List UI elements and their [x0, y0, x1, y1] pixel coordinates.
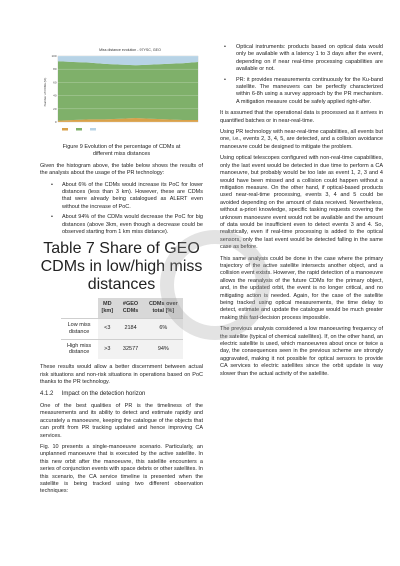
table-header-cell: #GEO CDMs: [117, 298, 144, 318]
results-list: [40, 182, 203, 237]
chart-y-tick-label: 0: [54, 120, 57, 124]
paragraph: One of the best qualities of PR is the timeliness of the measurements and its ability to detect and estimate rapidly and accurately a manoeuvre, keeping the catalogue of the objects that can profit from PR tracking updated and hence improving CA services.: [40, 402, 203, 439]
figure-caption-line1: Figure 9 Evolution of the percentage of CDMs at: [62, 144, 181, 150]
techniques-list: [220, 44, 383, 106]
chart-y-tick-label: 40: [53, 93, 57, 98]
table-cell: 94%: [144, 339, 182, 359]
table-cell: 2184: [117, 319, 144, 340]
section-title: Impact on the detection horizon: [61, 391, 146, 398]
paragraph: Fig. 10 presents a single-manoeuvre scenario. Particularly, an unplanned manoeuvre that is executed by the active satellite. In this new orbit after the manoeuvre, this satellite encounters a series of conjunction events with space debris or other satellites. In this scenario, the CA service timeline is presented when the satellite is being tracked using two different observation techniques:: [40, 443, 203, 495]
paragraph: It is assumed that the operational data is processed as it arrives in quantified batches or in near-real-time.: [220, 110, 383, 124]
table-cell: 6%: [144, 319, 182, 340]
table-row: [61, 319, 183, 340]
left-column: [40, 44, 203, 500]
paragraph: This same analysis could be done in the case where the primary trajectory of the active satellite intersects another object, and a collision event exists. However, the rapid detection of a manoeuvre allows the reanalysis of the future CDMs for the primary object, and, in the updated orbit, the event is no longer critical, and no mitigating action is needed. Again, for the case of the satellite being tracked using optical measurements, the time delay to detect, estimate and update the catalogue would be much greater making this fast-decision process impossible.: [220, 255, 383, 321]
table-caption: Table 7 Share of GEO CDMs in low/high miss distances: [40, 240, 203, 294]
paragraph: The previous analysis considered a low manoeuvring frequency of the satellite (typical of chemical satellites). If, on the other hand, an electric satellite is used, which manoeuvres about once or twice a day, the consequences seen in the previous scheme are strongly aggravated, making it not possible for optical sensors to provide CA services to electric satellites since the orbit update is way slower than the actual activity of the satellite.: [220, 326, 383, 377]
chart-y-axis-label: Number of CDMs (%): [43, 77, 47, 107]
table-cell: Low miss distance: [61, 319, 98, 340]
miss-distance-chart: [40, 44, 203, 141]
section-heading: [40, 391, 203, 398]
right-column: [220, 44, 383, 382]
figure-9: [40, 44, 203, 141]
chart-legend-swatch: [76, 128, 82, 131]
chart-y-tick-label: 60: [53, 80, 57, 85]
chart-area-series-1: [58, 61, 198, 120]
list-item: • About 6% of the CDMs would increase its PoC for lower distances (less than 3 km). However, these are CDMs that were already being catalogued as ALERT even without the increase of PoC.: [40, 182, 203, 212]
table-header-cell: MD [km]: [98, 298, 117, 318]
list-item: • Optical instruments: products based on optical data would only be available with a latency 1 to 3 days after the event, depending on if near real-time processing capabilities are available or not.: [220, 44, 383, 74]
cdm-share-table: [61, 298, 183, 359]
table-cell: 32577: [117, 339, 144, 359]
table-header-row: [61, 298, 183, 318]
section-number: 4.1.2: [40, 391, 54, 398]
paragraph: These results would allow a better discernment between actual risk situations and non-risk situations in operations based on PoC thanks to the PR technology.: [40, 364, 203, 386]
chart-legend-swatch: [62, 128, 68, 131]
figure-caption: [40, 144, 203, 159]
chart-plot-area: [58, 56, 198, 122]
table-cell: <3: [98, 319, 117, 340]
chart-y-tick-label: 20: [53, 106, 57, 111]
paragraph: Using PR technology with near-real-time capabilities, all events but one, i.e., events 2, 3, 4, 5, are detected, and a collision avoidance manoeuvre could be designed to mitigate the problem.: [220, 129, 383, 150]
table-row: [61, 339, 183, 359]
chart-legend: [62, 128, 96, 131]
chart-y-tick-label: 80: [53, 67, 57, 72]
figure-caption-line2: different miss distances: [92, 151, 151, 158]
paragraph: Using optical telescopes configured with non-real-time capabilities, only the last event would be detected in due time to perform a CA manoeuvre, but probably would be too late as event 1, 2, 3 and 4 would have been missed and a collision could happen without a mitigation measure. On the other hand, if optical-based products used near-real-time processing, events 3, 4 and 5 could be avoided depending on the amount of data received. Nevertheless, without a-priori knowledge, specific tasking requests covering the unknown manoeuvre event would not be available and the amount of data would be insufficient even to detect events 3 and 4. So, realistically, even if real-time processing is added to the optical sensors, only the last event would be detected falling in the same case as before.: [220, 155, 383, 251]
chart-legend-swatch: [90, 128, 96, 131]
paragraph: Given the histogram above, the table below shows the results of the analysis about the usage of the PR technology:: [40, 162, 203, 177]
chart-title: Miss distance evolution - 97YSC, GEO: [99, 48, 161, 52]
table-cell: High miss distance: [61, 339, 98, 359]
chart-y-tick-label: 100: [51, 54, 57, 58]
list-item: • About 94% of the CDMs would decrease the PoC for big distances (above 3km, even though a decrease could be observed starting from 1 km miss distance).: [40, 214, 203, 236]
table-header-cell: [61, 298, 98, 318]
table-header-cell: CDMs over total [%]: [144, 298, 182, 318]
list-item: • PR: it provides measurements continuously for the Ku-band satellite. The maneuvers can be perfectly characterized within 6-8h using a survey approach by the PR mechanism. A mitigation measure could be safely applied right-after.: [220, 77, 383, 107]
table-cell: >3: [98, 339, 117, 359]
